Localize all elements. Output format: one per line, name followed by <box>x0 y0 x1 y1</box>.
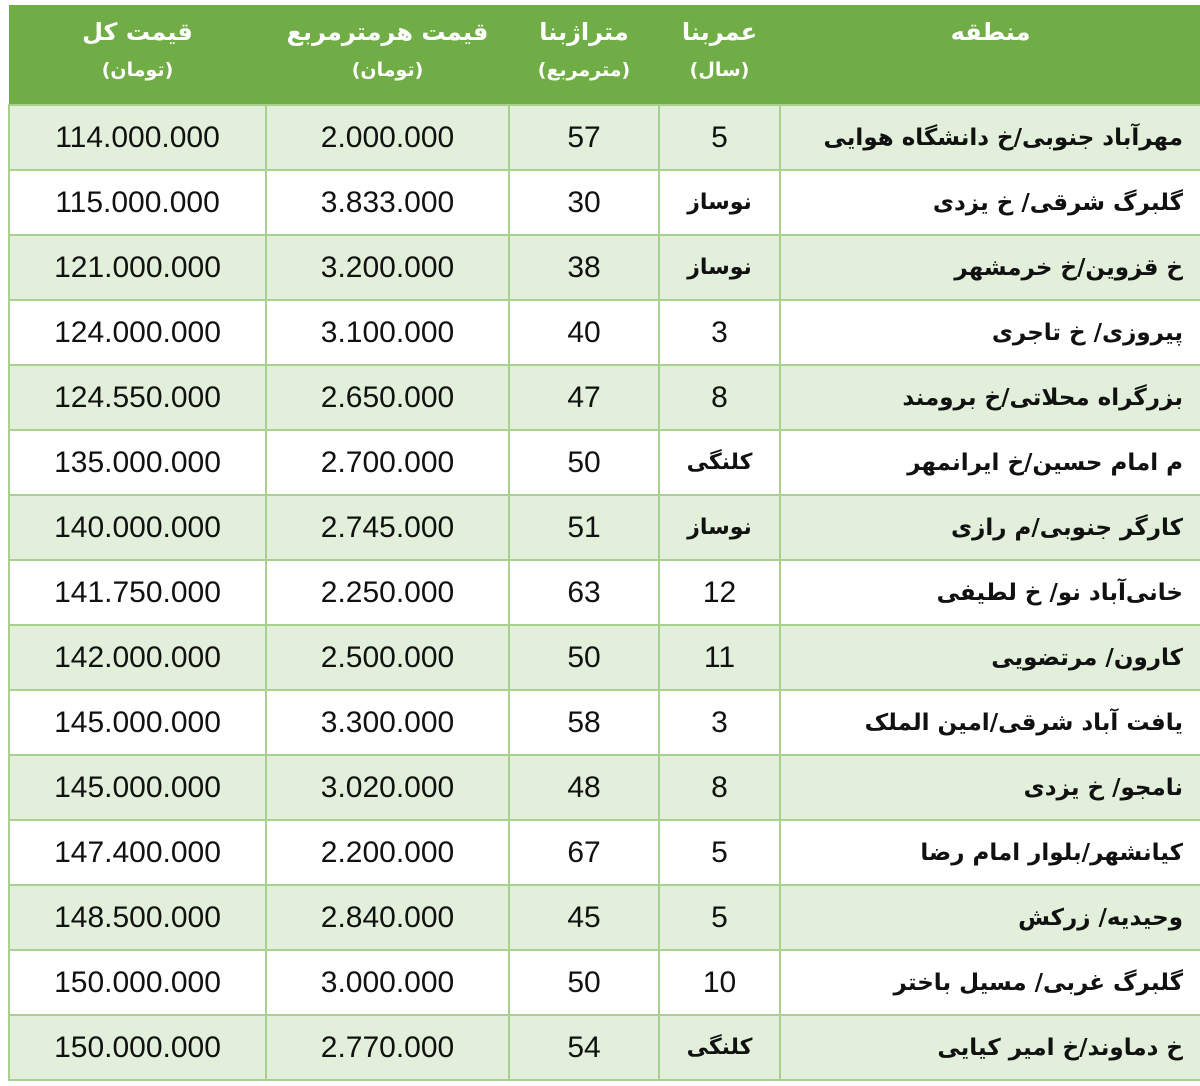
cell-region: یافت آباد شرقی/امین الملک <box>780 690 1200 755</box>
table-row <box>9 820 1200 885</box>
cell-age: کلنگی <box>659 1015 780 1080</box>
cell-area: 54 <box>509 1015 659 1080</box>
cell-area: 50 <box>509 625 659 690</box>
cell-region: م امام حسین/خ ایرانمهر <box>780 430 1200 495</box>
cell-price-per-m2: 3.020.000 <box>266 755 509 820</box>
table-row <box>9 105 1200 170</box>
table-row <box>9 235 1200 300</box>
cell-region: گلبرگ غربی/ مسیل باختر <box>780 950 1200 1015</box>
cell-region: کیانشهر/بلوار امام رضا <box>780 820 1200 885</box>
cell-area: 67 <box>509 820 659 885</box>
cell-total-price: 140.000.000 <box>9 495 266 560</box>
cell-area: 50 <box>509 950 659 1015</box>
cell-area: 30 <box>509 170 659 235</box>
cell-total-price: 115.000.000 <box>9 170 266 235</box>
cell-total-price: 121.000.000 <box>9 235 266 300</box>
cell-area: 58 <box>509 690 659 755</box>
cell-price-per-m2: 2.250.000 <box>266 560 509 625</box>
header-row <box>9 5 1200 105</box>
cell-area: 47 <box>509 365 659 430</box>
cell-price-per-m2: 2.200.000 <box>266 820 509 885</box>
cell-region: کارون/ مرتضویی <box>780 625 1200 690</box>
cell-area: 50 <box>509 430 659 495</box>
apartment-price-table <box>8 5 1200 1081</box>
cell-age: 3 <box>659 300 780 365</box>
cell-price-per-m2: 3.000.000 <box>266 950 509 1015</box>
header-price-per-m2-label: قیمت هرمترمربع <box>286 18 489 46</box>
cell-region: خ قزوین/خ خرمشهر <box>780 235 1200 300</box>
cell-total-price: 150.000.000 <box>9 950 266 1015</box>
table-body <box>9 105 1200 1080</box>
header-price-per-m2 <box>266 5 509 105</box>
cell-area: 48 <box>509 755 659 820</box>
header-age-unit: (سال) <box>689 59 750 81</box>
cell-price-per-m2: 3.833.000 <box>266 170 509 235</box>
cell-region: پیروزی/ خ تاجری <box>780 300 1200 365</box>
cell-total-price: 147.400.000 <box>9 820 266 885</box>
cell-region: نامجو/ خ یزدی <box>780 755 1200 820</box>
header-area-label: متراژبنا <box>539 18 629 46</box>
cell-total-price: 150.000.000 <box>9 1015 266 1080</box>
cell-region: وحیدیه/ زرکش <box>780 885 1200 950</box>
cell-age: 10 <box>659 950 780 1015</box>
cell-price-per-m2: 2.650.000 <box>266 365 509 430</box>
table-row <box>9 755 1200 820</box>
cell-age: 5 <box>659 105 780 170</box>
table-header <box>9 5 1200 105</box>
cell-price-per-m2: 2.700.000 <box>266 430 509 495</box>
cell-total-price: 114.000.000 <box>9 105 266 170</box>
table-row <box>9 430 1200 495</box>
cell-age: 5 <box>659 885 780 950</box>
header-age-label: عمربنا <box>681 18 758 46</box>
table-row <box>9 690 1200 755</box>
cell-total-price: 142.000.000 <box>9 625 266 690</box>
cell-age: 12 <box>659 560 780 625</box>
cell-age: نوساز <box>659 495 780 560</box>
header-total-price-unit: (تومان) <box>101 59 174 81</box>
cell-area: 45 <box>509 885 659 950</box>
header-age <box>659 5 780 105</box>
price-table-container <box>8 5 1200 1081</box>
table-row <box>9 300 1200 365</box>
cell-total-price: 145.000.000 <box>9 690 266 755</box>
cell-area: 51 <box>509 495 659 560</box>
cell-region: مهرآباد جنوبی/خ دانشگاه هوایی <box>780 105 1200 170</box>
cell-price-per-m2: 2.745.000 <box>266 495 509 560</box>
cell-age: 3 <box>659 690 780 755</box>
cell-age: کلنگی <box>659 430 780 495</box>
cell-age: 8 <box>659 365 780 430</box>
cell-total-price: 145.000.000 <box>9 755 266 820</box>
header-total-price-label: قیمت کل <box>82 18 193 46</box>
cell-area: 40 <box>509 300 659 365</box>
table-row <box>9 950 1200 1015</box>
cell-price-per-m2: 2.000.000 <box>266 105 509 170</box>
cell-price-per-m2: 3.100.000 <box>266 300 509 365</box>
cell-price-per-m2: 3.300.000 <box>266 690 509 755</box>
cell-area: 63 <box>509 560 659 625</box>
cell-region: خ دماوند/خ امیر کیایی <box>780 1015 1200 1080</box>
header-region <box>780 5 1200 105</box>
table-row <box>9 560 1200 625</box>
cell-age: نوساز <box>659 170 780 235</box>
cell-price-per-m2: 2.840.000 <box>266 885 509 950</box>
cell-total-price: 124.550.000 <box>9 365 266 430</box>
table-row <box>9 625 1200 690</box>
header-total-price <box>9 5 266 105</box>
cell-total-price: 141.750.000 <box>9 560 266 625</box>
table-row <box>9 170 1200 235</box>
table-row <box>9 1015 1200 1080</box>
cell-total-price: 124.000.000 <box>9 300 266 365</box>
cell-age: 8 <box>659 755 780 820</box>
cell-age: 11 <box>659 625 780 690</box>
cell-region: گلبرگ شرقی/ خ یزدی <box>780 170 1200 235</box>
cell-price-per-m2: 2.500.000 <box>266 625 509 690</box>
cell-total-price: 135.000.000 <box>9 430 266 495</box>
header-region-label: منطقه <box>950 18 1031 46</box>
cell-region: خانی‌آباد نو/ خ لطیفی <box>780 560 1200 625</box>
cell-age: نوساز <box>659 235 780 300</box>
cell-price-per-m2: 3.200.000 <box>266 235 509 300</box>
cell-region: کارگر جنوبی/م رازی <box>780 495 1200 560</box>
cell-region: بزرگراه محلاتی/خ برومند <box>780 365 1200 430</box>
cell-area: 57 <box>509 105 659 170</box>
cell-price-per-m2: 2.770.000 <box>266 1015 509 1080</box>
table-row <box>9 365 1200 430</box>
cell-age: 5 <box>659 820 780 885</box>
header-area-unit: (مترمربع) <box>537 59 631 81</box>
table-row <box>9 885 1200 950</box>
cell-total-price: 148.500.000 <box>9 885 266 950</box>
header-price-per-m2-unit: (تومان) <box>351 59 424 81</box>
header-area <box>509 5 659 105</box>
cell-area: 38 <box>509 235 659 300</box>
table-row <box>9 495 1200 560</box>
